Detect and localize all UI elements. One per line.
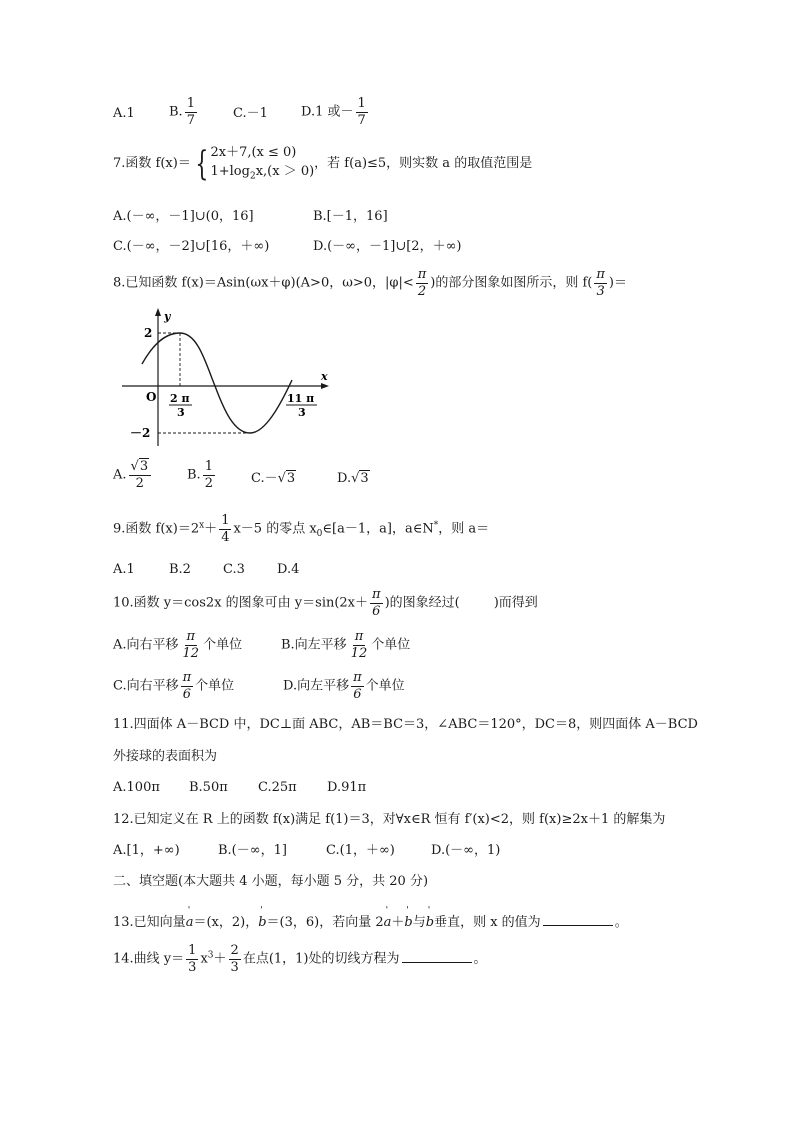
x2-tick-den: 3 <box>298 406 306 419</box>
q14-frac-2: $\frac{2}{3}$ <box>230 943 239 975</box>
vector-a: ' a <box>186 916 194 929</box>
x2-tick-num: 11 π <box>287 392 315 405</box>
q9-option-a[interactable]: A.1 <box>113 562 135 577</box>
x1-tick-num: 2 π <box>170 392 190 405</box>
q9-option-c[interactable]: C.3 <box>223 562 245 577</box>
q6-option-b-fraction: $\frac{1}{7}$ <box>186 96 195 128</box>
q10-option-b[interactable]: B.向左平移 $\frac{\pi}{12}$ 个单位 <box>281 629 411 661</box>
q7-brace: { <box>195 143 209 184</box>
q7-case-2: $1+\log_2x,(x > 0)$ <box>210 163 315 182</box>
q12-stem: 12.已知定义在 R 上的函数 f(x)满足 f(1)＝3，对∀x∈R 恒有 f′(x)<2，则 f(x)≥2x＋1 的解集为 <box>113 812 666 827</box>
q11-option-b[interactable]: B.50π <box>189 780 228 795</box>
q10-answer-blank[interactable] <box>460 595 494 607</box>
q7-piecewise <box>210 144 314 183</box>
q7-case-1: 2x＋7,(x ≤ 0) <box>210 145 297 160</box>
q13-answer-blank[interactable] <box>543 913 613 926</box>
q9-frac: $\frac{1}{4}$ <box>221 513 230 545</box>
q8-sine-graph <box>112 306 337 451</box>
section-2-heading: 二、填空题(本大题共 4 小题，每小题 5 分，共 20 分) <box>113 874 429 889</box>
q11-option-c[interactable]: C.25π <box>258 780 297 795</box>
q8-option-a[interactable]: A. $\frac{√3}{2}$ <box>113 460 153 490</box>
q11-line-1: 11.四面体 A－BCD 中，DC⊥面 ABC，AB＝BC＝3，∠ABC＝120°，DC＝8，则四面体 A－BCD <box>113 717 698 732</box>
origin-label: O <box>146 390 157 404</box>
q9-stem: 9.函数 $f(x)=2^x+$ $\frac{1}{4}$ x－5 的零点 $x_0\in[a-1$，a]，a∈N*，则 a＝ <box>113 513 490 545</box>
q6-option-b-prefix: B. <box>169 104 183 120</box>
q12-option-a[interactable]: A.[1，+∞) <box>113 843 180 858</box>
q10-option-c[interactable]: C.向右平移 $\frac{\pi}{6}$ 个单位 <box>113 670 235 702</box>
q7-option-c[interactable]: C.(－∞，－2]∪[16，＋∞) <box>113 239 270 254</box>
q7-suffix: ，若 f(a)≤5，则实数 a 的取值范围是 <box>314 156 533 172</box>
q13-stem: 13.已知向量' a＝(x，2)，' b＝(3，6)，若向量 2' a＋' b与' b垂直，则 x 的值为 。 <box>113 913 628 929</box>
q7-option-a[interactable]: A.(－∞，－1]∪(0，16] <box>113 209 254 224</box>
q8-stem <box>113 268 627 298</box>
q6-option-b[interactable] <box>169 97 199 127</box>
q14-stem: 14.曲线 y＝ $\frac{1}{3}$ $x^3+$ $\frac{2}{3}$ 在点(1，1)处的切线方程为 。 <box>113 943 487 975</box>
q7-option-d[interactable]: D.(－∞，－1]∪[2，＋∞) <box>313 239 462 254</box>
x-axis-arrow <box>321 383 329 389</box>
y-axis-label: y <box>164 310 171 323</box>
y-min-label: －2 <box>130 426 151 440</box>
vector-b: ' b <box>258 916 266 929</box>
q8-frac-pi-3: $\frac{\pi}{3}$ <box>596 267 605 299</box>
q8-text-b: )的部分图象如图所示，则 f( <box>430 275 593 291</box>
q7-stem <box>113 144 532 183</box>
q14-frac-1: $\frac{1}{3}$ <box>188 943 197 975</box>
q9-option-b[interactable]: B.2 <box>169 562 191 577</box>
q7-prefix: 7.函数 f(x)＝ <box>113 156 191 172</box>
q10-stem: 10.函数 y＝cos2x 的图象可由 y＝sin(2x＋ $\frac{\pi}{6}$ )的图象经过( )而得到 <box>113 587 538 619</box>
q12-option-b[interactable]: B.(－∞，1] <box>218 843 287 858</box>
q8-option-b[interactable]: B. $\frac{1}{2}$ <box>187 459 213 491</box>
q6-option-d-prefix: D.1 或－ <box>301 104 354 120</box>
q11-line-2: 外接球的表面积为 <box>113 749 218 764</box>
q11-option-a[interactable]: A.100π <box>113 780 160 795</box>
q8-option-d[interactable]: D.√3 <box>337 471 369 486</box>
x1-tick-den: 3 <box>177 406 185 419</box>
q12-option-d[interactable]: D.(－∞，1) <box>431 843 501 858</box>
q6-option-a[interactable]: A.1 <box>113 106 135 121</box>
y-axis-arrow <box>155 308 161 316</box>
q8-text-a: 8.已知函数 f(x)＝Asin(ωx＋φ)(A>0，ω>0，|φ|< <box>113 275 414 291</box>
q10-frac: $\frac{\pi}{6}$ <box>372 587 381 619</box>
q6-option-d[interactable] <box>301 97 370 127</box>
q8-option-b-frac: $\frac{1}{2}$ <box>204 459 213 491</box>
q8-option-c[interactable]: C.－√3 <box>251 471 296 486</box>
q7-option-b[interactable]: B.[－1，16] <box>313 209 388 224</box>
y-max-label: 2 <box>144 326 153 340</box>
q11-option-d[interactable]: D.91π <box>327 780 367 795</box>
q6-option-d-fraction: $\frac{1}{7}$ <box>357 96 366 128</box>
q8-text-c: )＝ <box>608 275 627 291</box>
x-axis-label: x <box>321 370 328 383</box>
q14-answer-blank[interactable] <box>402 950 472 963</box>
q6-option-c[interactable]: C.－1 <box>233 106 268 121</box>
q9-option-d[interactable]: D.4 <box>277 562 300 577</box>
sine-curve <box>142 333 292 433</box>
q8-frac-pi-2: $\frac{\pi}{2}$ <box>417 267 427 299</box>
q12-option-c[interactable]: C.(1，＋∞) <box>326 843 395 858</box>
q10-option-d[interactable]: D.向左平移 $\frac{\pi}{6}$ 个单位 <box>283 670 405 702</box>
q10-option-a[interactable]: A.向右平移 $\frac{\pi}{12}$ 个单位 <box>113 629 243 661</box>
q8-option-a-frac: $\frac{√3}{2}$ <box>129 460 152 490</box>
